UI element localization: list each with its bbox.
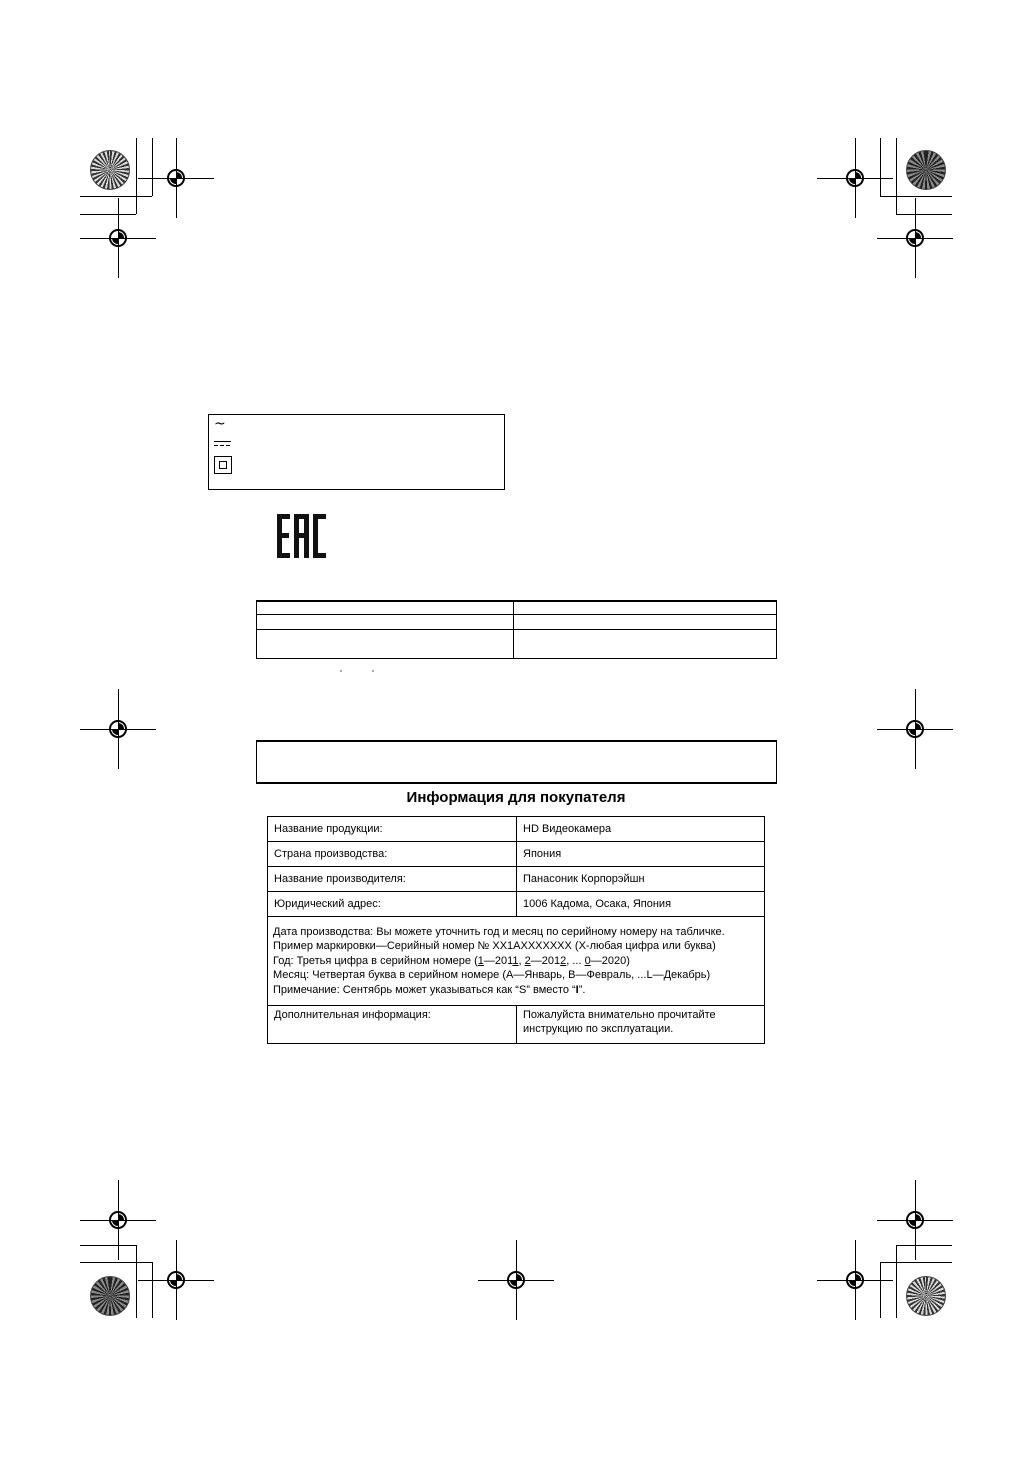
production-date-note [268,917,765,1006]
product-name-value: HD Видеокамера [517,817,765,842]
table-row [268,892,765,917]
legal-address-value: 1006 Кадома, Осака, Япония [517,892,765,917]
date-note-line: Пример маркировки—Серийный номер № XX1AXXXXXXX (X-любая цифра или буква) [273,940,716,953]
color-wheel-top-right [906,150,946,190]
empty-ruled-box [256,740,777,784]
manufacturer-label: Название производителя: [268,867,517,892]
dc-symbol-icon [214,441,231,442]
table-row [268,842,765,867]
table-row [268,1006,765,1044]
trim-line [880,196,952,197]
customer-info-table [267,816,765,1044]
trim-line [80,1245,136,1246]
trim-line [896,214,952,215]
product-name-label: Название продукции: [268,817,517,842]
trim-line [880,1262,952,1263]
table-row [268,817,765,842]
symbols-box [208,414,505,490]
trim-line [880,138,881,196]
date-note-line: Месяц: Четвертая буква в серийном номере (A—Январь, B—Февраль, ...L—Декабрь) [273,969,711,982]
manufacturer-value: Панасоник Корпорэйшн [517,867,765,892]
class-ii-equipment-icon [214,456,232,474]
color-wheel-bottom-right [906,1276,946,1316]
faint-mark [340,670,342,672]
date-note-line-year: Год: Третья цифра в серийном номере (1—2011, 2—2012, ... 0—2020) [273,954,630,967]
color-wheel-bottom-left [90,1276,130,1316]
additional-info-value: Пожалуйста внимательно прочитайте инструкцию по эксплуатации. [517,1006,765,1044]
ac-symbol: ~ [214,416,226,432]
trim-line [880,1262,881,1318]
table-row [268,917,765,1006]
additional-info-label: Дополнительная информация: [268,1006,517,1044]
date-note-line-remark: Примечание: Сентябрь может указываться как “S” вместо “I”. [273,983,586,996]
country-value: Япония [517,842,765,867]
trim-line [152,138,153,196]
trim-line [896,1245,897,1318]
trim-line [896,1245,952,1246]
country-label: Страна производства: [268,842,517,867]
dc-symbol-dash-icon [214,445,231,446]
trim-line [152,1262,153,1318]
empty-ruled-table [256,600,777,659]
trim-line [136,1245,137,1318]
eac-mark-icon [277,514,327,558]
trim-line [80,214,136,215]
legal-address-label: Юридический адрес: [268,892,517,917]
trim-line [80,1262,152,1263]
faint-mark [372,670,374,672]
color-wheel-top-left [90,150,130,190]
trim-line [136,138,137,214]
trim-line [80,196,152,197]
trim-line [896,138,897,214]
table-row [268,867,765,892]
customer-info-heading: Информация для покупателя [406,789,626,806]
date-note-line: Дата производства: Вы можете уточнить год и месяц по серийному номеру на табличке. [273,925,725,938]
